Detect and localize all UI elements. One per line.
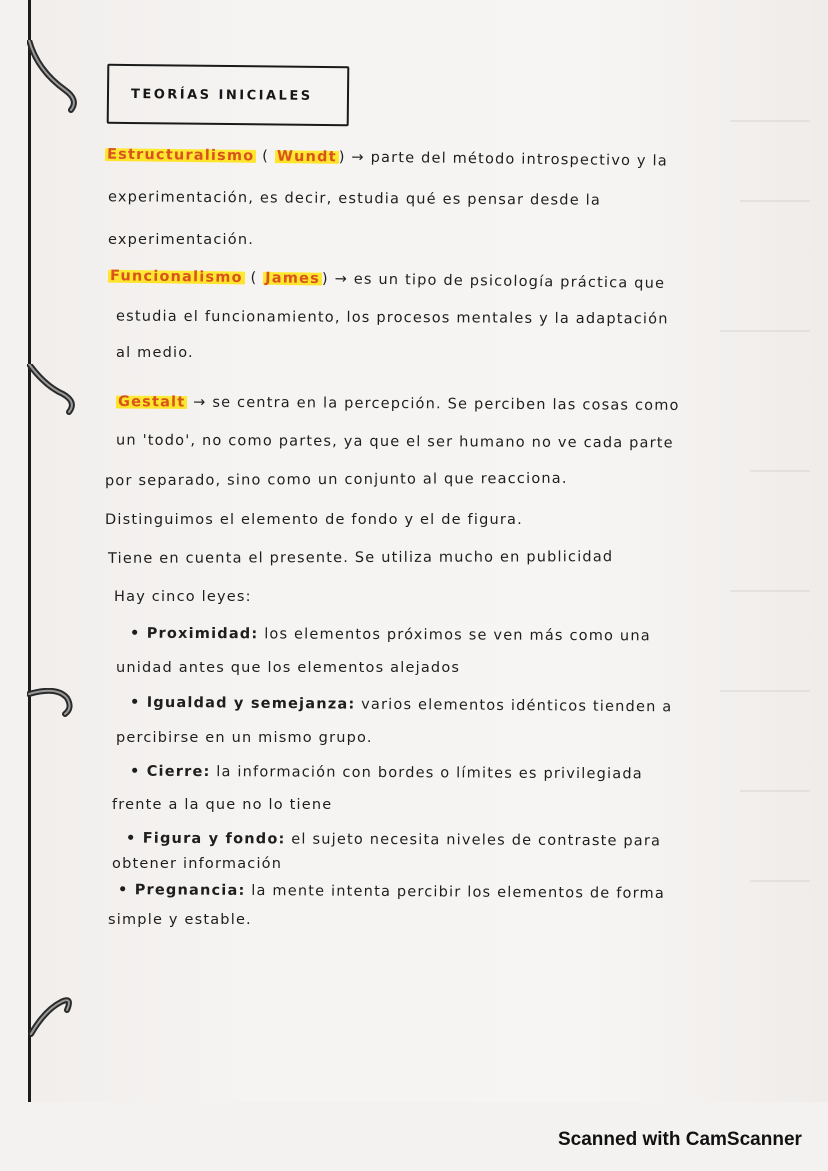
law-cierre-text: la información con bordes o límites es privilegiada xyxy=(210,764,643,783)
estructuralismo-line-2: experimentación, es decir, estudia qué es pensar desde la xyxy=(107,189,602,209)
gestalt-line-6: Hay cinco leyes: xyxy=(114,589,252,605)
title-box xyxy=(107,64,350,127)
funcionalismo-line-2: estudia el funcionamiento, los procesos mentales y la adaptación xyxy=(115,308,669,328)
gestalt-text: → se centra en la percepción. Se perciben las cosas como xyxy=(187,394,680,414)
estructuralismo-term: Estructuralismo xyxy=(106,146,255,165)
paren: ( xyxy=(256,148,275,165)
law-figura-label: • Figura y fondo: xyxy=(125,830,286,848)
funcionalismo-line-3: al medio. xyxy=(116,345,194,361)
gestalt-line-3: por separado, sino como un conjunto al que reacciona. xyxy=(104,470,568,490)
law-proximidad-line-2: unidad antes que los elementos alejados xyxy=(116,660,461,676)
law-figura-text: el sujeto necesita niveles de contraste para xyxy=(285,831,662,850)
law-igualdad-text: varios elementos idénticos tienden a xyxy=(355,696,673,716)
law-pregnancia-line-2: simple y estable. xyxy=(108,912,252,928)
gestalt-term: Gestalt xyxy=(117,394,186,411)
estructuralismo-text: ) → parte del método introspectivo y la xyxy=(338,149,668,170)
page-edge-line xyxy=(28,0,31,1102)
law-igualdad-line-2: percibirse en un mismo grupo. xyxy=(116,730,373,746)
estructuralismo-line-3: experimentación. xyxy=(108,232,255,248)
law-cierre-line-2: frente a la que no lo tiene xyxy=(112,797,333,813)
law-figura xyxy=(126,831,661,850)
funcionalismo-author: James xyxy=(265,270,321,288)
law-proximidad xyxy=(130,626,651,645)
gestalt-line-5: Tiene en cuenta el presente. Se utiliza mucho en publicidad xyxy=(107,549,614,567)
law-proximidad-label: • Proximidad: xyxy=(129,625,259,643)
law-cierre-label: • Cierre: xyxy=(129,763,211,781)
gestalt-line-2: un 'todo', no como partes, ya que el ser humano no ve cada parte xyxy=(115,432,674,452)
page-title: TEORÍAS INICIALES xyxy=(130,86,313,104)
estructuralismo-author: Wundt xyxy=(276,148,337,166)
law-figura-line-2: obtener información xyxy=(112,856,283,872)
paren: ( xyxy=(244,270,264,287)
law-pregnancia-text: la mente intenta percibir los elementos de forma xyxy=(245,882,666,902)
binder-ring-icon xyxy=(27,364,83,394)
gestalt-line-4: Distinguimos el elemento de fondo y el de figura. xyxy=(105,512,523,528)
binder-ring-icon xyxy=(27,40,83,70)
law-igualdad-label: • Igualdad y semejanza: xyxy=(129,694,356,713)
law-proximidad-text: los elementos próximos se ven más como una xyxy=(258,626,651,645)
law-pregnancia-label: • Pregnancia: xyxy=(117,882,246,899)
scanner-watermark: Scanned with CamScanner xyxy=(558,1129,802,1150)
binder-ring-icon xyxy=(27,688,83,718)
funcionalismo-term: Funcionalismo xyxy=(109,268,243,286)
funcionalismo-text: ) → es un tipo de psicología práctica que xyxy=(321,271,666,292)
law-cierre xyxy=(130,764,643,783)
binder-ring-icon xyxy=(27,990,83,1020)
